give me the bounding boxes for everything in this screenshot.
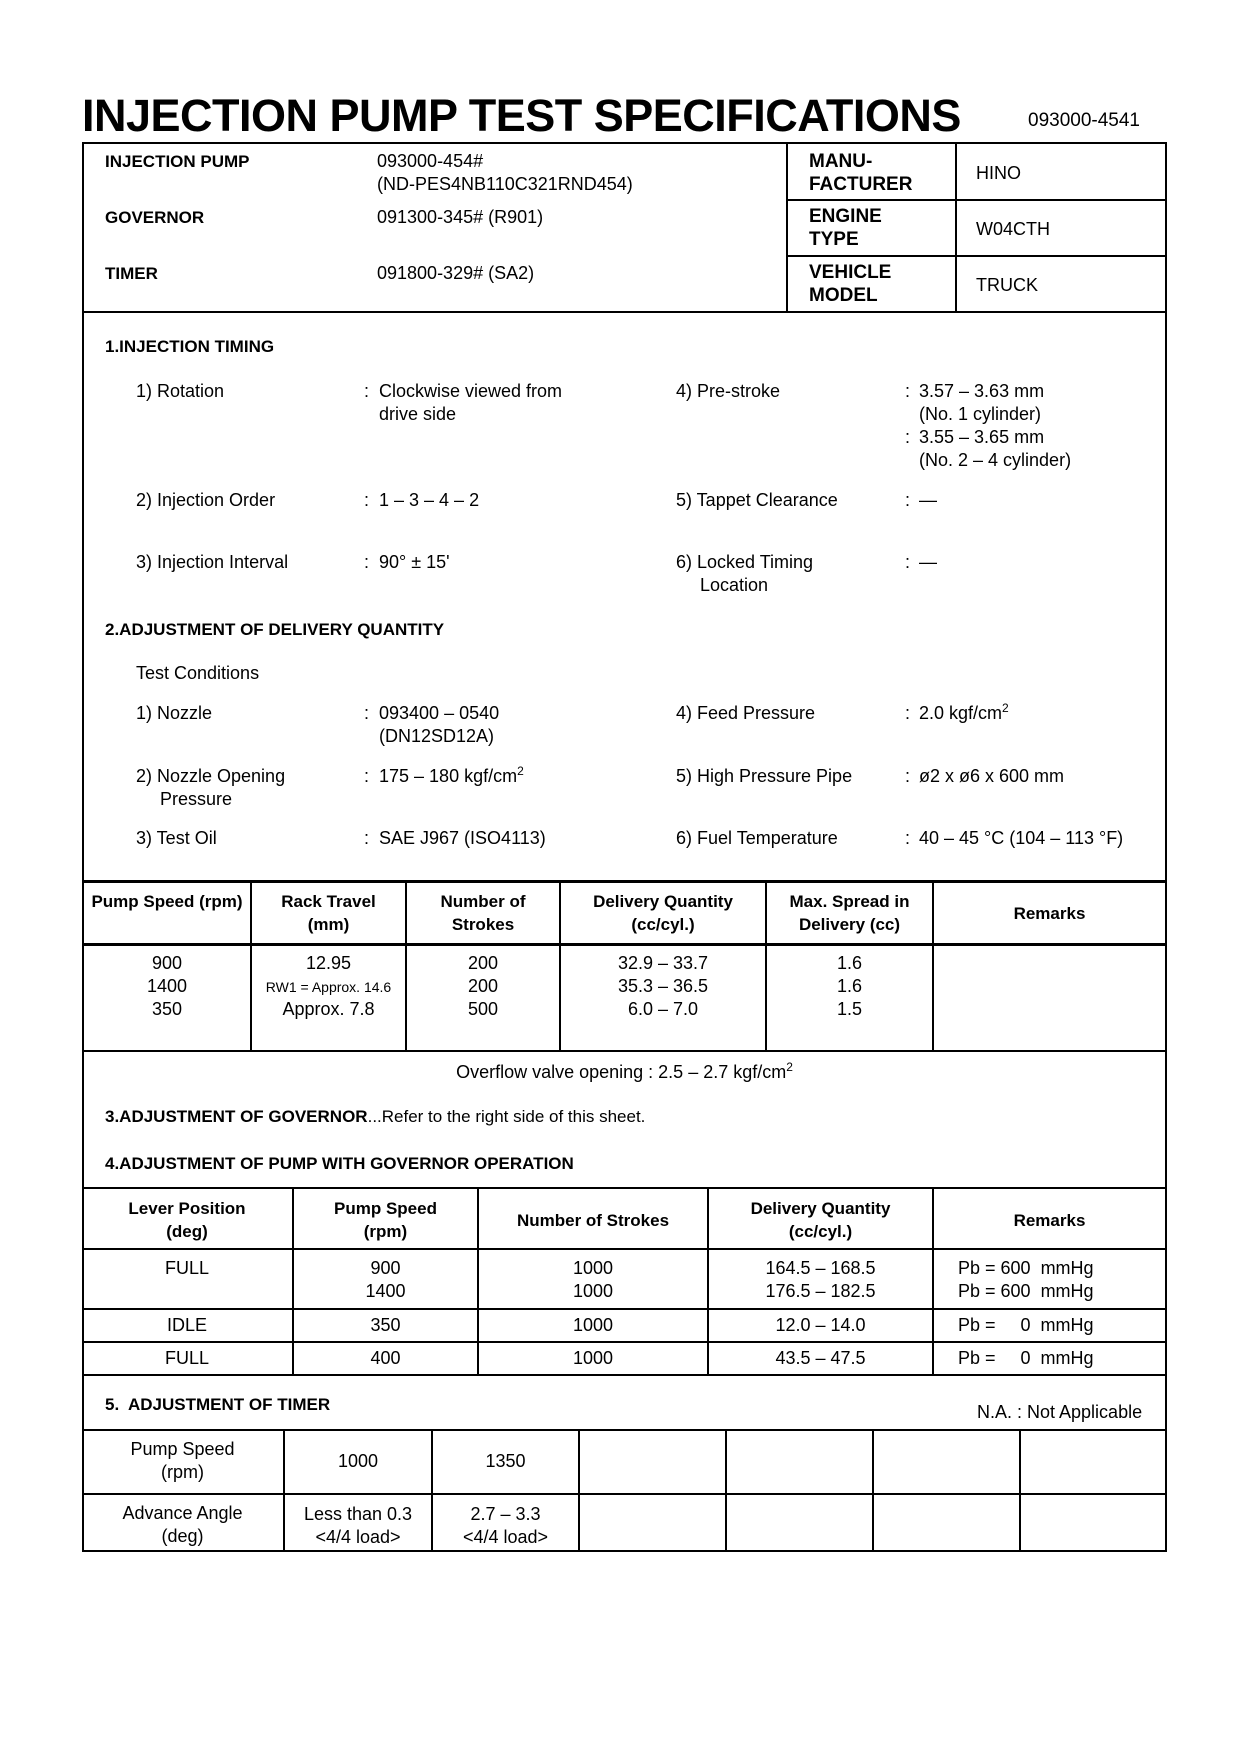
pump-speed-cell: 1400 (365, 1281, 406, 1301)
col-header-max-spread-unit: Delivery (cc) (798, 915, 901, 934)
rack-travel-cell: Approx. 7.8 (282, 999, 375, 1019)
feed-pressure-label: 4) Feed Pressure (676, 703, 816, 723)
colon: : (364, 828, 370, 848)
lever-position-cell: FULL (164, 1348, 209, 1368)
colon: : (905, 427, 911, 447)
nozzle-label: 1) Nozzle (136, 703, 213, 723)
section-3-heading-note: ...Refer to the right side of this sheet. (367, 1107, 646, 1126)
timer-speed-cell: 1350 (485, 1451, 526, 1471)
colon: : (364, 766, 370, 786)
manufacturer-label-1: MANU- (809, 151, 873, 172)
lever-position-cell: IDLE (166, 1315, 208, 1335)
prestroke-label: 4) Pre-stroke (676, 381, 781, 401)
locked-timing-label-2: Location (700, 575, 769, 595)
strokes-cell: 200 (467, 953, 499, 973)
timer-value: 091800-329# (SA2) (377, 263, 535, 283)
remarks-cell: Pb = 600 mmHg (958, 1281, 1094, 1301)
tappet-clearance-value: — (919, 490, 937, 510)
advance-angle-cell: Less than 0.3 (303, 1504, 413, 1524)
delivery-quantity-cell: 164.5 – 168.5 (765, 1258, 876, 1278)
col-header-rack-travel: Rack Travel (281, 892, 376, 911)
prestroke-value-1: 3.57 – 3.63 mm (919, 381, 1045, 401)
col-header-delivery-quantity-unit: (cc/cyl.) (788, 1222, 853, 1241)
col-header-delivery-quantity-unit: (cc/cyl.) (631, 915, 695, 934)
strokes-cell: 1000 (572, 1258, 614, 1278)
injection-pump-model: (ND-PES4NB110C321RND454) (377, 174, 633, 194)
max-spread-cell: 1.5 (836, 999, 863, 1019)
nozzle-value: 093400 – 0540 (379, 703, 500, 723)
col-header-remarks: Remarks (1013, 1211, 1086, 1230)
rack-travel-cell: RW1 = Approx. 14.6 (265, 979, 392, 995)
col-header-strokes-2: Strokes (451, 915, 515, 934)
delivery-quantity-cell: 35.3 – 36.5 (617, 976, 709, 996)
col-header-strokes: Number of Strokes (516, 1211, 670, 1230)
rack-travel-cell: 12.95 (305, 953, 352, 973)
injection-interval-label: 3) Injection Interval (136, 552, 289, 572)
strokes-cell: 1000 (572, 1315, 614, 1335)
governor-label: GOVERNOR (105, 208, 205, 227)
timer-label: TIMER (105, 264, 158, 283)
engine-type-value: W04CTH (976, 219, 1051, 239)
governor-value: 091300-345# (R901) (377, 207, 544, 227)
injection-pump-value: 093000-454# (377, 151, 484, 171)
lever-position-cell: FULL (164, 1258, 209, 1278)
tappet-clearance-label: 5) Tappet Clearance (676, 490, 838, 510)
section-4-heading: 4.ADJUSTMENT OF PUMP WITH GOVERNOR OPERATION (105, 1154, 574, 1173)
page-title: INJECTION PUMP TEST SPECIFICATIONS (82, 90, 961, 141)
prestroke-value-3: 3.55 – 3.65 mm (919, 427, 1045, 447)
pump-speed-cell: 400 (370, 1348, 401, 1368)
colon: : (364, 552, 370, 572)
feed-pressure-value-text: 2.0 kgf/cm (919, 703, 1003, 723)
rotation-label: 1) Rotation (136, 381, 225, 401)
overflow-valve-text: Overflow valve opening : 2.5 – 2.7 kgf/cm (456, 1062, 787, 1082)
rotation-value-2: drive side (379, 404, 457, 424)
max-spread-cell: 1.6 (836, 976, 863, 996)
manufacturer-value: HINO (976, 163, 1021, 183)
col-header-lever-position-unit: (deg) (166, 1222, 208, 1241)
timer-speed-label: Pump Speed (130, 1439, 235, 1459)
nozzle-opening-value-text: 175 – 180 kgf/cm (379, 766, 518, 786)
engine-type-label-1: ENGINE (809, 206, 882, 227)
advance-angle-load: <4/4 load> (462, 1527, 549, 1547)
col-header-strokes: Number of (440, 892, 526, 911)
colon: : (905, 828, 911, 848)
delivery-quantity-cell: 176.5 – 182.5 (765, 1281, 876, 1301)
prestroke-value-4: (No. 2 – 4 cylinder) (919, 450, 1072, 470)
strokes-cell: 200 (467, 976, 499, 996)
max-spread-cell: 1.6 (836, 953, 863, 973)
superscript: 2 (517, 764, 524, 778)
col-header-delivery-quantity: Delivery Quantity (750, 1199, 891, 1218)
delivery-quantity-cell: 12.0 – 14.0 (775, 1315, 866, 1335)
colon: : (905, 552, 911, 572)
nozzle-opening-label: 2) Nozzle Opening (136, 766, 286, 786)
strokes-cell: 1000 (572, 1281, 614, 1301)
col-header-delivery-quantity: Delivery Quantity (593, 892, 733, 911)
feed-pressure-value (919, 702, 1009, 725)
vehicle-model-label-2: MODEL (809, 285, 878, 306)
col-header-pump-speed: Pump Speed (334, 1199, 437, 1218)
injection-order-value: 1 – 3 – 4 – 2 (379, 490, 480, 510)
section-3-heading-title: 3.ADJUSTMENT OF GOVERNOR (105, 1107, 368, 1126)
pump-speed-cell: 350 (370, 1315, 401, 1335)
colon: : (364, 381, 370, 401)
test-oil-value: SAE J967 (ISO4113) (379, 828, 546, 848)
locked-timing-value: — (919, 552, 937, 572)
col-header-lever-position: Lever Position (128, 1199, 246, 1218)
nozzle-opening-label-2: Pressure (160, 789, 233, 809)
injection-pump-label: INJECTION PUMP (105, 152, 250, 171)
document-number: 093000-4541 (1028, 110, 1140, 131)
locked-timing-label: 6) Locked Timing (676, 552, 814, 572)
prestroke-value-2: (No. 1 cylinder) (919, 404, 1042, 424)
superscript: 2 (786, 1060, 793, 1074)
rotation-value: Clockwise viewed from (379, 381, 563, 401)
injection-interval-value: 90° ± 15' (379, 552, 450, 572)
advance-angle-cell: 2.7 – 3.3 (470, 1504, 541, 1524)
pump-speed-cell: 900 (370, 1258, 401, 1278)
advance-angle-load: <4/4 load> (315, 1527, 401, 1547)
colon: : (364, 703, 370, 723)
colon: : (905, 381, 911, 401)
engine-type-label-2: TYPE (809, 229, 859, 250)
pump-speed-cell: 900 (151, 953, 183, 973)
vehicle-model-value: TRUCK (976, 275, 1038, 295)
injection-order-label: 2) Injection Order (136, 490, 276, 510)
remarks-cell: Pb = 600 mmHg (958, 1258, 1094, 1278)
manufacturer-label-2: FACTURER (809, 174, 913, 195)
colon: : (905, 490, 911, 510)
colon: : (364, 490, 370, 510)
pump-speed-cell: 350 (151, 999, 183, 1019)
delivery-quantity-cell: 43.5 – 47.5 (775, 1348, 866, 1368)
col-header-rack-travel-unit: (mm) (307, 915, 350, 934)
strokes-cell: 1000 (572, 1348, 614, 1368)
timer-speed-unit: (rpm) (161, 1462, 204, 1482)
col-header-pump-speed: Pump Speed (rpm) (91, 892, 243, 911)
fuel-temperature-label: 6) Fuel Temperature (676, 828, 838, 848)
superscript: 2 (1002, 701, 1009, 715)
colon: : (905, 703, 911, 723)
delivery-quantity-cell: 6.0 – 7.0 (627, 999, 699, 1019)
col-header-remarks: Remarks (1013, 904, 1086, 923)
pump-speed-cell: 1400 (146, 976, 188, 996)
high-pressure-pipe-value: ø2 x ø6 x 600 mm (919, 766, 1065, 786)
section-2-heading: 2.ADJUSTMENT OF DELIVERY QUANTITY (105, 620, 445, 639)
high-pressure-pipe-label: 5) High Pressure Pipe (676, 766, 853, 786)
test-oil-label: 3) Test Oil (136, 828, 217, 848)
section-1-heading: 1.INJECTION TIMING (105, 337, 275, 356)
delivery-quantity-cell: 32.9 – 33.7 (617, 953, 709, 973)
test-conditions-label: Test Conditions (136, 663, 260, 683)
section-3-heading (105, 1105, 645, 1128)
timer-speed-cell: 1000 (337, 1451, 379, 1471)
vehicle-model-label-1: VEHICLE (809, 262, 892, 283)
col-header-max-spread: Max. Spread in (789, 892, 910, 911)
not-applicable-note: N.A. : Not Applicable (977, 1402, 1143, 1422)
advance-angle-unit: (deg) (161, 1526, 204, 1546)
overflow-valve-note (82, 1061, 1167, 1084)
col-header-pump-speed-unit: (rpm) (363, 1222, 408, 1241)
colon: : (905, 766, 911, 786)
section-5-heading: 5. ADJUSTMENT OF TIMER (105, 1395, 331, 1414)
remarks-cell: Pb = 0 mmHg (958, 1348, 1094, 1368)
remarks-cell: Pb = 0 mmHg (958, 1315, 1094, 1335)
nozzle-opening-value (379, 765, 524, 788)
strokes-cell: 500 (467, 999, 499, 1019)
nozzle-value-2: (DN12SD12A) (379, 726, 495, 746)
fuel-temperature-value: 40 – 45 °C (104 – 113 °F) (919, 828, 1124, 848)
advance-angle-label: Advance Angle (122, 1503, 243, 1523)
